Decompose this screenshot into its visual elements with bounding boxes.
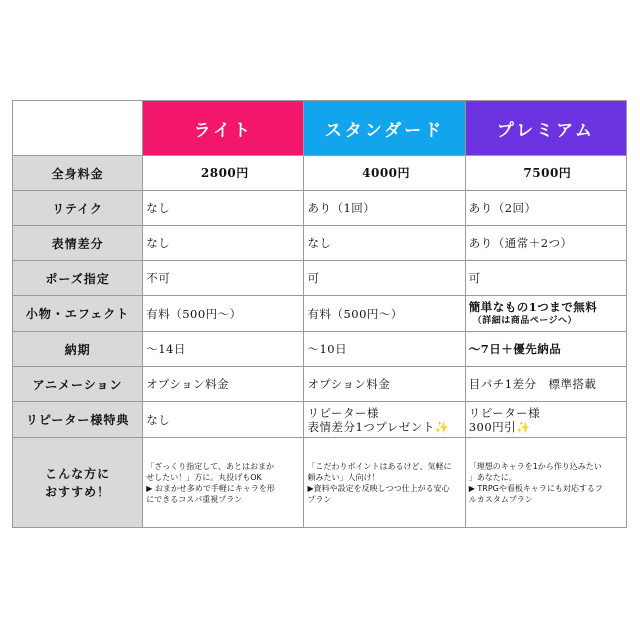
delivery-lite: ～14日 (143, 332, 304, 367)
retake-standard: あり（1回） (304, 191, 465, 226)
accessories-standard: 有料（500円～） (304, 296, 465, 332)
row-retake (13, 191, 627, 226)
accessories-premium-text: 簡単なもの1つまで無料 (468, 299, 598, 314)
row-full-body-price (13, 156, 627, 191)
pose-standard: 可 (304, 261, 465, 296)
row-label: アニメーション (13, 367, 143, 402)
repeater-premium-line2: 300円引 (468, 419, 517, 434)
delivery-premium: ～7日＋優先納品 (465, 332, 626, 367)
row-delivery (13, 332, 627, 367)
plan-comparison-table (12, 100, 627, 528)
plan-header-standard: スタンダード (304, 101, 465, 156)
row-repeater-bonus (13, 402, 627, 438)
row-label: リテイク (13, 191, 143, 226)
sparkle-icon: ✨ (434, 419, 450, 434)
row-expression-variants (13, 226, 627, 261)
recommend-standard: 「こだわりポイントはあるけど、気軽に 頼みたい」人向け！ ▶資料や設定を反映しつつ仕上がる安心 プラン (304, 438, 465, 528)
row-label: 小物・エフェクト (13, 296, 143, 332)
retake-lite: なし (143, 191, 304, 226)
animation-standard: オプション料金 (304, 367, 465, 402)
animation-lite: オプション料金 (143, 367, 304, 402)
accessories-premium-note: （詳細は商品ページへ） (472, 315, 578, 326)
repeater-lite: なし (143, 402, 304, 438)
row-recommendation (13, 438, 627, 528)
animation-premium: 目パチ1差分 標準搭載 (465, 367, 626, 402)
retake-premium: あり（2回） (465, 191, 626, 226)
expression-standard: なし (304, 226, 465, 261)
price-premium: 7500円 (465, 156, 626, 191)
repeater-premium (465, 402, 626, 438)
row-pose (13, 261, 627, 296)
pose-lite: 不可 (143, 261, 304, 296)
repeater-standard-line1: リピーター様 (307, 405, 379, 420)
sparkle-icon: ✨ (516, 419, 531, 434)
row-label: ポーズ指定 (13, 261, 143, 296)
accessories-premium (465, 296, 626, 332)
row-label: リピーター様特典 (13, 402, 143, 438)
recommend-label-line1: こんな方に (45, 466, 111, 481)
accessories-lite: 有料（500円～） (143, 296, 304, 332)
expression-premium: あり（通常＋2つ） (465, 226, 626, 261)
row-label: 全身料金 (13, 156, 143, 191)
recommend-label (13, 438, 143, 528)
recommend-lite: 「ざっくり指定して、あとはおまか せしたい！」方に。丸投げもOK ▶ おまかせ多めで手軽にキャラを形 にできるコスパ重視プラン (143, 438, 304, 528)
row-accessories-effects (13, 296, 627, 332)
repeater-standard (304, 402, 465, 438)
recommend-premium: 「理想のキャラを1から作り込みたい 」あなたに。 ▶ TRPGや看板キャラにも対応するフ ルカスタムプラン (465, 438, 626, 528)
corner-cell (13, 101, 143, 156)
repeater-standard-line2: 表情差分1つプレゼント (307, 419, 435, 434)
plan-header-lite: ライト (143, 101, 304, 156)
row-label: 納期 (13, 332, 143, 367)
row-label: 表情差分 (13, 226, 143, 261)
expression-lite: なし (143, 226, 304, 261)
repeater-premium-line1: リピーター様 (468, 405, 541, 420)
price-standard: 4000円 (304, 156, 465, 191)
delivery-standard: ～10日 (304, 332, 465, 367)
row-animation (13, 367, 627, 402)
pose-premium: 可 (465, 261, 626, 296)
header-row (13, 101, 627, 156)
plan-header-premium: プレミアム (465, 101, 626, 156)
recommend-label-line2: おすすめ！ (45, 484, 111, 499)
price-lite: 2800円 (143, 156, 304, 191)
